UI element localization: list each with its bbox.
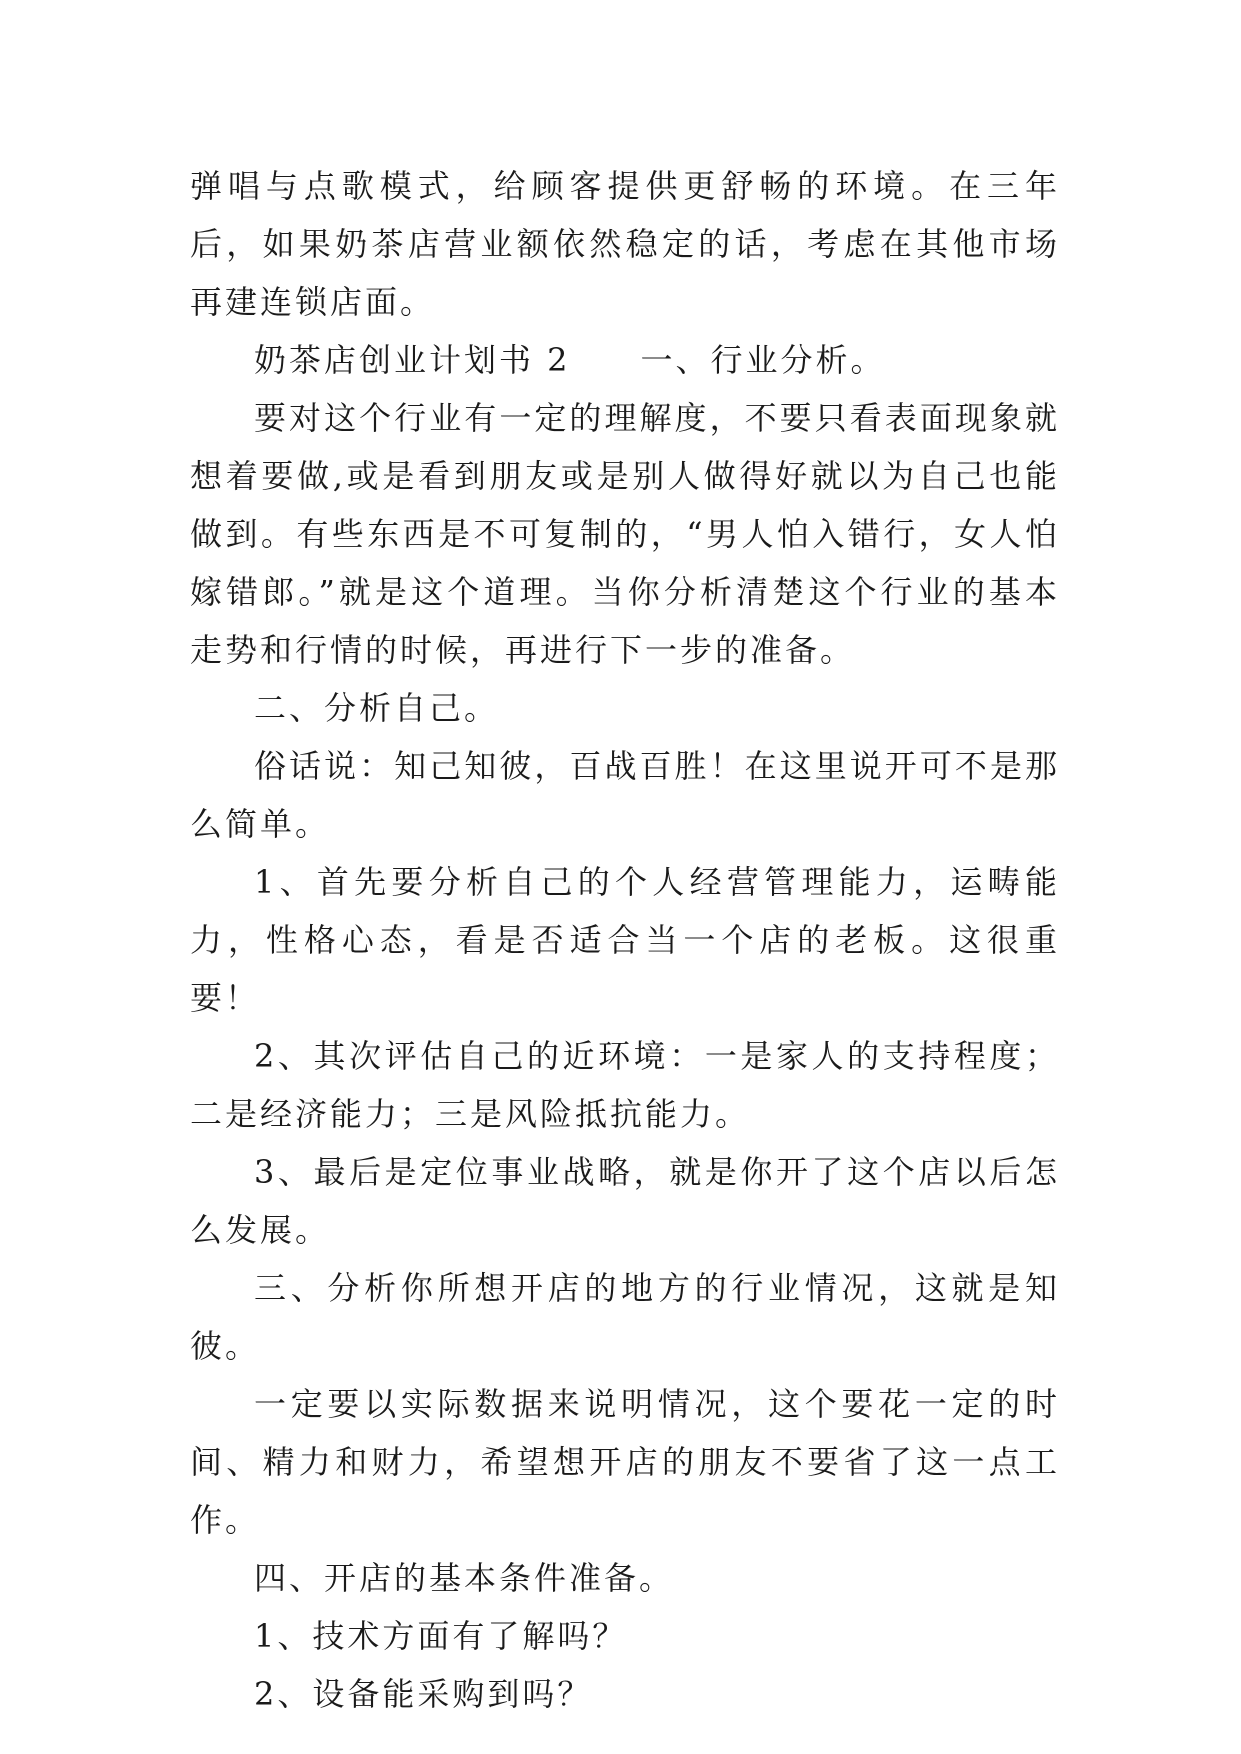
heading-basic-conditions: 四、开店的基本条件准备。 [254, 1559, 675, 1597]
document-body [190, 157, 1060, 1723]
paragraph-industry-analysis: 要对这个行业有一定的理解度，不要只看表面现象就想着要做,或是看到朋友或是别人做得好就以为自己也能做到。有些东西是不可复制的，“男人怕入错行，女人怕嫁错郎。”就是这个道理。当你分析清楚这个行业的基本走势和行情的时候，再进行下一步的准备。 [190, 399, 1060, 669]
paragraph-know-yourself: 俗话说：知己知彼，百战百胜！在这里说开可不是那么简单。 [190, 747, 1060, 843]
list-item-environment: 2、其次评估自己的近环境：一是家人的支持程度；二是经济能力；三是风险抵抗能力。 [190, 1037, 1060, 1133]
list-item-technology: 1、技术方面有了解吗？ [254, 1617, 628, 1655]
paragraph-plan-2-heading: 奶茶店创业计划书 2 一、行业分析。 [254, 341, 886, 379]
paragraph-actual-data: 一定要以实际数据来说明情况，这个要花一定的时间、精力和财力，希望想开店的朋友不要省了这一点工作。 [190, 1385, 1060, 1539]
heading-analyze-location: 三、分析你所想开店的地方的行业情况，这就是知彼。 [190, 1269, 1060, 1365]
list-item-management-ability: 1、首先要分析自己的个人经营管理能力，运畴能力，性格心态，看是否适合当一个店的老板。这很重要！ [190, 863, 1060, 1017]
list-item-strategy: 3、最后是定位事业战略，就是你开了这个店以后怎么发展。 [190, 1153, 1060, 1249]
paragraph-store-plan-conclusion: 弹唱与点歌模式，给顾客提供更舒畅的环境。在三年后，如果奶茶店营业额依然稳定的话，考虑在其他市场再建连锁店面。 [190, 167, 1060, 321]
heading-analyze-self: 二、分析自己。 [254, 689, 500, 727]
list-item-equipment: 2、设备能采购到吗？ [254, 1675, 593, 1713]
